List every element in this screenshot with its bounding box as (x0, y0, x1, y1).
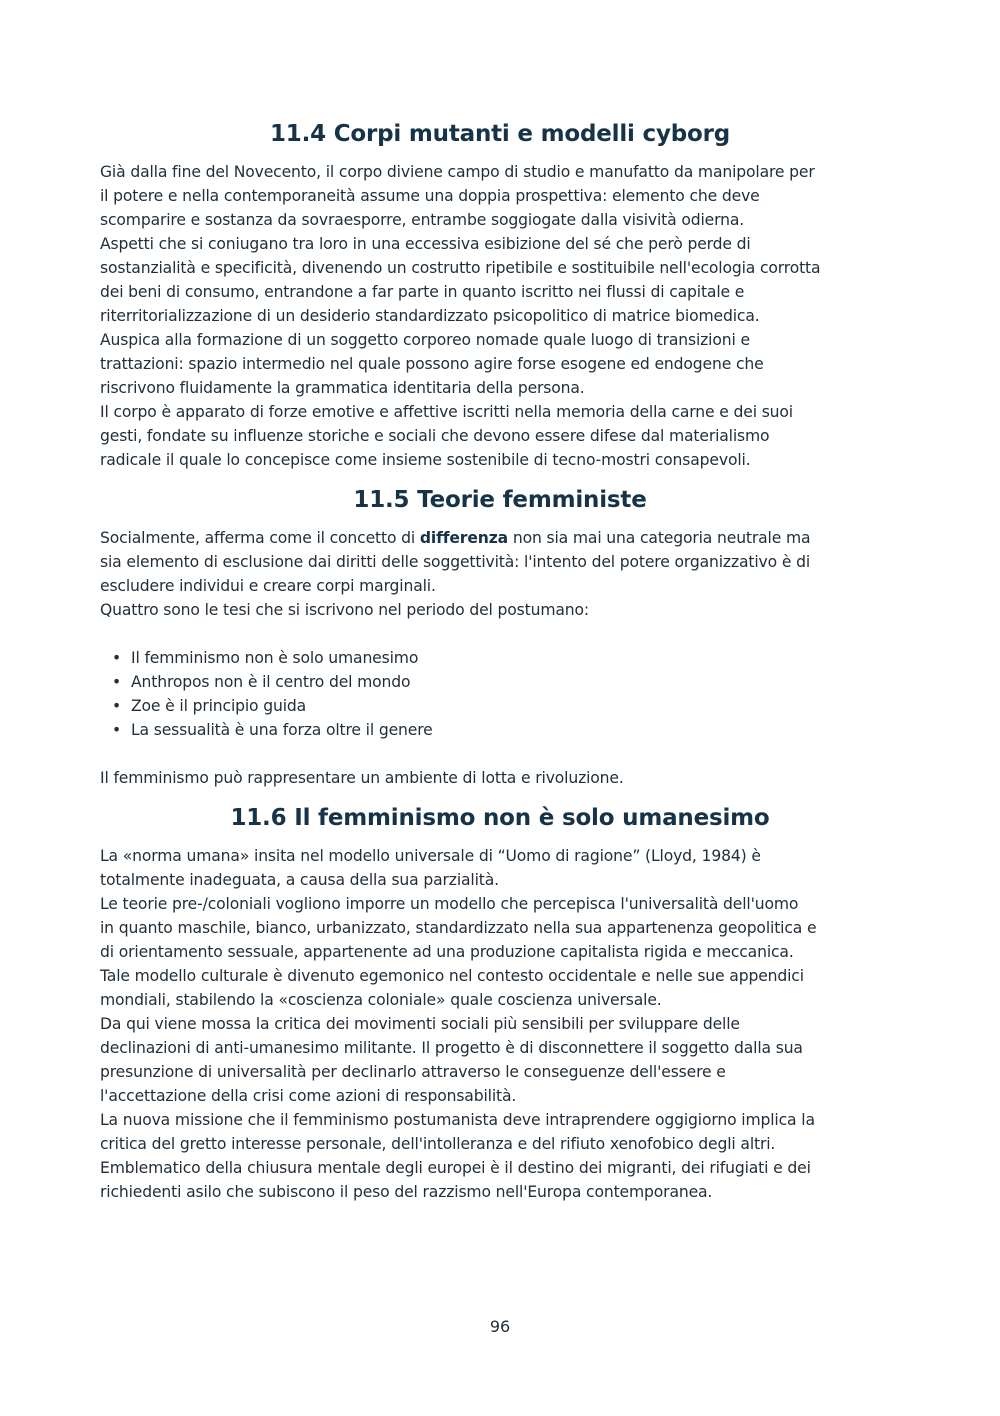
bullet-icon: • (112, 673, 122, 691)
text-line: declinazioni di anti-umanesimo militante. Il progetto è di disconnettere il soggetto dalla sua (100, 1039, 803, 1057)
text-line: escludere individui e creare corpi marginali. (100, 577, 436, 595)
list-item-text: Il femminismo non è solo umanesimo (131, 649, 419, 667)
text-line: di orientamento sessuale, appartenente ad una produzione capitalista rigida e meccanica. (100, 943, 794, 961)
text-line: Da qui viene mossa la critica dei movimenti sociali più sensibili per sviluppare delle (100, 1015, 740, 1033)
list-item (100, 694, 900, 718)
section-heading: 11.4 Corpi mutanti e modelli cyborg (269, 121, 731, 147)
text-line: riscrivono fluidamente la grammatica identitaria della persona. (100, 379, 585, 397)
list-item (100, 670, 900, 694)
section-11-6 (100, 800, 900, 1204)
text-line: Le teorie pre-/coloniali vogliono imporre un modello che percepisca l'universalità dell'uomo (100, 895, 799, 913)
text-line: il potere e nella contemporaneità assume una doppia prospettiva: elemento che deve (100, 187, 760, 205)
section-11-4 (100, 116, 900, 472)
text-line: richiedenti asilo che subiscono il peso del razzismo nell'Europa contemporanea. (100, 1183, 713, 1201)
text-line: sostanzialità e specificità, divenendo un costrutto ripetibile e sostituibile nell'ecologia corrotta (100, 259, 821, 277)
text-line: presunzione di universalità per declinarlo attraverso le conseguenze dell'essere e (100, 1063, 726, 1081)
list-item-text: Zoe è il principio guida (131, 697, 307, 715)
section-body (100, 160, 900, 472)
page-number: 96 (489, 1317, 511, 1336)
text-line: mondiali, stabilendo la «coscienza coloniale» quale coscienza universale. (100, 991, 662, 1009)
text-line: Quattro sono le tesi che si iscrivono nel periodo del postumano: (100, 601, 590, 619)
spacer (100, 622, 900, 646)
text-line: radicale il quale lo concepisce come insieme sostenibile di tecno-mostri consapevoli. (100, 451, 751, 469)
text-run: Socialmente, afferma come il concetto di (100, 529, 420, 547)
section-11-5 (100, 482, 900, 790)
bold-term: differenza (419, 529, 509, 547)
text-line: sia elemento di esclusione dai diritti delle soggettività: l'intento del potere organizzativo è di (100, 553, 811, 571)
text-line: critica del gretto interesse personale, dell'intolleranza e del rifiuto xenofobico degli altri. (100, 1135, 776, 1153)
text-line: totalmente inadeguata, a causa della sua parzialità. (100, 871, 499, 889)
text-line: in quanto maschile, bianco, urbanizzato, standardizzato nella sua appartenenza geopolitica e (100, 919, 817, 937)
text-line: Emblematico della chiusura mentale degli europei è il destino dei migranti, dei rifugiati e dei (100, 1159, 811, 1177)
text-run: non sia mai una categoria neutrale ma (508, 529, 811, 547)
text-line: La nuova missione che il femminismo postumanista deve intraprendere oggigiorno implica la (100, 1111, 815, 1129)
section-body (100, 526, 900, 790)
bullet-icon: • (112, 697, 122, 715)
text-line (100, 526, 900, 550)
section-heading: 11.6 Il femminismo non è solo umanesimo (230, 805, 770, 831)
text-line: dei beni di consumo, entrandone a far parte in quanto iscritto nei flussi di capitale e (100, 283, 745, 301)
text-line: trattazioni: spazio intermedio nel quale possono agire forse esogene ed endogene che (100, 355, 764, 373)
text-line: riterritorializzazione di un desiderio standardizzato psicopolitico di matrice biomedica. (100, 307, 760, 325)
text-line: Già dalla fine del Novecento, il corpo diviene campo di studio e manufatto da manipolare per (100, 163, 815, 181)
text-line: La «norma umana» insita nel modello universale di “Uomo di ragione” (Lloyd, 1984) è (100, 847, 761, 865)
text-line: scomparire e sostanza da sovraesporre, entrambe soggiogate dalla visività odierna. (100, 211, 745, 229)
text-line: l'accettazione della crisi come azioni di responsabilità. (100, 1087, 517, 1105)
text-line: Auspica alla formazione di un soggetto corporeo nomade quale luogo di transizioni e (100, 331, 750, 349)
thesis-list (100, 646, 900, 742)
page-content (100, 116, 900, 1204)
list-item (100, 718, 900, 742)
bullet-icon: • (112, 721, 122, 739)
text-line: gesti, fondate su influenze storiche e sociali che devono essere difese dal materialismo (100, 427, 770, 445)
list-item-text: La sessualità è una forza oltre il genere (131, 721, 433, 739)
spacer (100, 742, 900, 766)
section-body (100, 844, 900, 1204)
text-line: Il corpo è apparato di forze emotive e affettive iscritti nella memoria della carne e dei suoi (100, 403, 793, 421)
text-line: Tale modello culturale è divenuto egemonico nel contesto occidentale e nelle sue appendici (100, 967, 804, 985)
list-item-text: Anthropos non è il centro del mondo (131, 673, 411, 691)
text-line: Il femminismo può rappresentare un ambiente di lotta e rivoluzione. (100, 769, 624, 787)
list-item (100, 646, 900, 670)
section-heading: 11.5 Teorie femministe (353, 487, 647, 513)
text-line: Aspetti che si coniugano tra loro in una eccessiva esibizione del sé che però perde di (100, 235, 751, 253)
bullet-icon: • (112, 649, 122, 667)
